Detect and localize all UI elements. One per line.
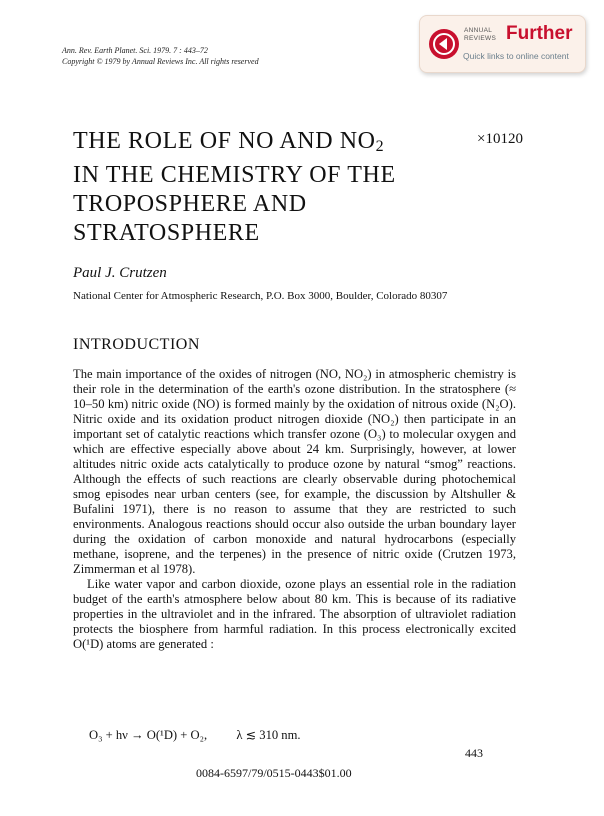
badge-brand (464, 27, 496, 42)
article-id: ×10120 (477, 131, 523, 147)
badge-subtitle[interactable]: Quick links to online content (463, 51, 569, 61)
badge-brand-line2: REVIEWS (464, 34, 497, 42)
body-text (73, 367, 516, 652)
title-line1-text: THE ROLE OF NO AND NO (73, 128, 376, 154)
author-name: Paul J. Crutzen (73, 265, 167, 281)
copyright-notice: Copyright © 1979 by Annual Reviews Inc. All rights reserved (62, 57, 259, 66)
title-line4: STRATOSPHERE (73, 220, 260, 246)
footer-code: 0084-6597/79/0515-0443$01.00 (196, 766, 352, 780)
equation (89, 727, 301, 743)
annual-reviews-logo-icon (429, 29, 459, 59)
equation-condition: λ ≲ 310 nm. (236, 728, 301, 742)
journal-citation: Ann. Rev. Earth Planet. Sci. 1979. 7 : 443–72 (62, 46, 208, 55)
title-subscript: 2 (375, 138, 385, 155)
equation-reaction: O₃ + hν → O(¹D) + O₂, (89, 728, 208, 742)
section-heading: INTRODUCTION (73, 336, 200, 353)
page-number: 443 (465, 746, 483, 760)
title-line3: TROPOSPHERE AND (73, 191, 307, 217)
journal-reference (62, 45, 259, 67)
badge-brand-line1: ANNUAL (464, 27, 493, 34)
paragraph-1: The main importance of the oxides of nitrogen (NO, NO₂) in atmospheric chemistry is their role in the determination of the earth's ozone distribution. In the stratosphere (≈ 10–50 km) nitric oxide (NO) is formed mainly by the oxidation of nitrous oxide (N₂O). Nitric oxide and its oxidation product nitrogen dioxide (NO₂) then participate in an important set of catalytic reactions which transfer ozone (O₃) to molecular oxygen and which are effective especially above about 24 km. Surprisingly, however, at lower altitudes nitric oxide acts catalytically to produce ozone by natural “smog” reactions. Although the effects of such reactions are clearly observable during photochemical smog episodes near urban centers (see, for example, the discussion by Altshuller & Bufalini 1971), there is no reason to assume that they are restricted to such environments. Analogous reactions should occur also outside the urban boundary layer during the oxidation of carbon monoxide and natural hydrocarbons (especially methane, isoprene, and the terpenes) in the presence of nitric oxide (Crutzen 1973, Zimmerman et al 1978). (73, 367, 516, 576)
further-links-badge[interactable] (419, 15, 586, 73)
title-line1 (73, 128, 384, 154)
paragraph-2: Like water vapor and carbon dioxide, ozone plays an essential role in the radiation budget of the earth's atmosphere below about 80 km. This is because of its radiative properties in the ultraviolet and in the infrared. The absorption of ultraviolet radiation protects the biosphere from harmful radiation. In this process electronically excited O(¹D) atoms are generated : (73, 577, 516, 651)
article-title (73, 127, 396, 248)
title-line2: IN THE CHEMISTRY OF THE (73, 162, 396, 188)
badge-title[interactable]: Further (506, 23, 573, 44)
author-affiliation: National Center for Atmospheric Research, P.O. Box 3000, Boulder, Colorado 80307 (73, 290, 448, 302)
